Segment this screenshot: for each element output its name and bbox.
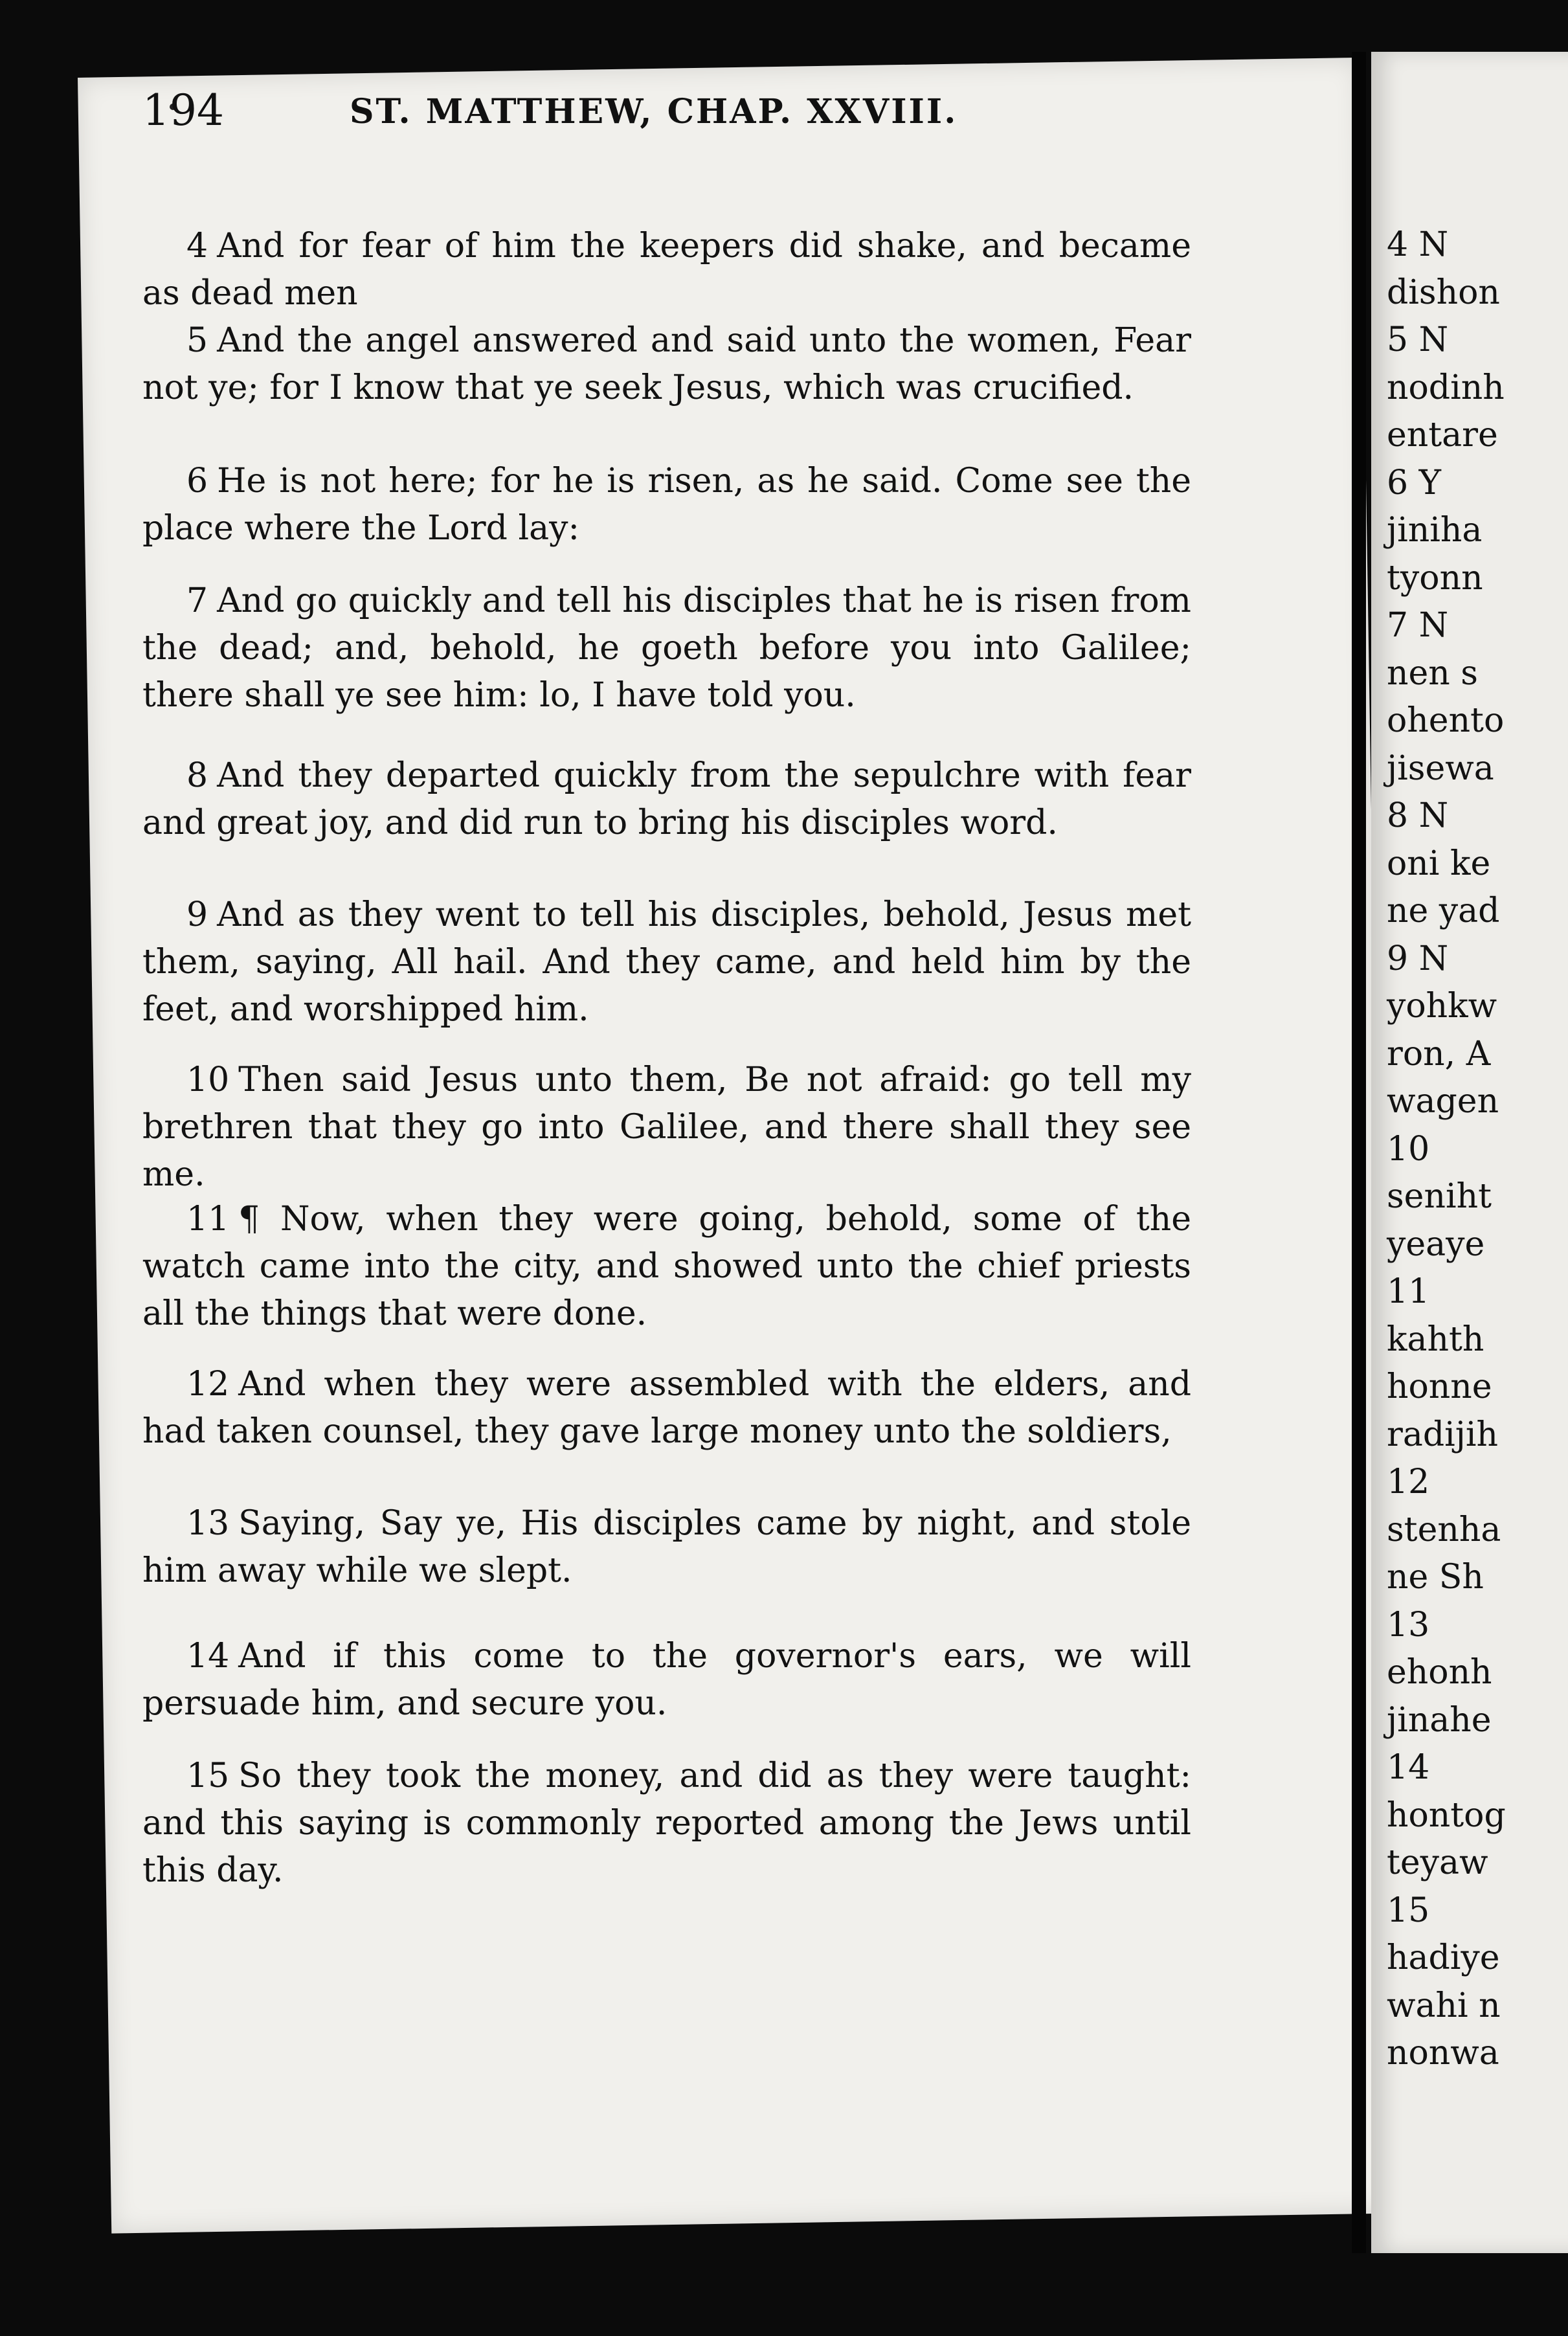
right-page-line: radijih <box>1387 1415 1499 1454</box>
right-page-line: 15 <box>1387 1891 1430 1930</box>
right-page-line: hadiye <box>1387 1938 1500 1977</box>
right-page-line: ehonh <box>1387 1653 1492 1692</box>
verse-4 <box>142 223 1191 317</box>
right-page-line: yohkw <box>1387 987 1497 1026</box>
right-page-line: nen s <box>1387 653 1478 693</box>
right-page-line: oni ke <box>1387 844 1491 883</box>
right-page-line: 14 <box>1387 1748 1430 1787</box>
right-page-line: dishon <box>1387 273 1500 312</box>
right-page-line: 5 N <box>1387 320 1449 359</box>
right-page-line: ne yad <box>1387 892 1500 930</box>
verse-text: And if this come to the governor's ears, we will persuade him, and secure you. <box>142 1637 1191 1723</box>
right-page-line: stenha <box>1387 1510 1501 1549</box>
verse-text: Saying, Say ye, His disciples came by night, and stole him away while we slept. <box>142 1504 1191 1590</box>
verse-text: And go quickly and tell his disciples that he is risen from the dead; and, behold, he goeth before you into Galilee; there shall ye see him: lo, I have told you. <box>142 581 1191 715</box>
right-page-line: 11 <box>1387 1272 1430 1311</box>
book-gutter <box>1352 52 1366 2253</box>
verse-15 <box>142 1753 1191 1894</box>
right-page-line: 7 N <box>1387 606 1449 645</box>
right-page-line: ohento <box>1387 701 1505 740</box>
right-page-line: ne Sh <box>1387 1558 1484 1597</box>
verse-number: 8 <box>186 756 208 795</box>
verse-7 <box>142 578 1191 719</box>
right-page-line: nonwa <box>1387 2034 1499 2072</box>
right-page-line: teyaw <box>1387 1843 1488 1882</box>
right-page-line: hontog <box>1387 1795 1506 1835</box>
verse-number: 9 <box>186 895 208 934</box>
right-page-line: 4 N <box>1387 225 1449 264</box>
right-page-line: jiniha <box>1387 511 1483 550</box>
verse-text: And as they went to tell his disciples, behold, Jesus met them, saying, All hail. And they came, and held him by the feet, and worshipped him. <box>142 895 1191 1029</box>
page-header <box>142 85 1230 144</box>
right-page-line: tyonn <box>1387 558 1483 598</box>
right-page-line: jinahe <box>1387 1700 1492 1740</box>
verse-text: And when they were assembled with the elders, and had taken counsel, they gave large money unto the soldiers, <box>142 1365 1191 1451</box>
verse-text: So they took the money, and did as they were taught: and this saying is commonly reported among the Jews until this day. <box>142 1757 1191 1890</box>
right-page-line: 9 N <box>1387 939 1449 978</box>
right-page-line: wahi n <box>1387 1986 1501 2025</box>
right-page-line: nodinh <box>1387 368 1505 407</box>
verse-text: And for fear of him the keepers did shake, and became as dead men <box>142 227 1191 313</box>
verse-9 <box>142 892 1191 1033</box>
verse-number: 13 <box>186 1504 230 1543</box>
page-number: 194 <box>142 85 224 135</box>
right-page-line: 8 N <box>1387 796 1449 835</box>
right-page-line: jisewa <box>1387 748 1494 788</box>
verse-number: 11 <box>186 1200 230 1239</box>
verse-11 <box>142 1196 1191 1338</box>
verse-number: 14 <box>186 1637 230 1676</box>
verse-12 <box>142 1361 1191 1455</box>
verse-6 <box>142 458 1191 552</box>
verse-text: He is not here; for he is risen, as he said. Come see the place where the Lord lay: <box>142 462 1191 548</box>
verse-14 <box>142 1633 1191 1727</box>
verse-text: And they departed quickly from the sepulchre with fear and great joy, and did run to bring his disciples word. <box>142 756 1191 842</box>
right-page-line: kahth <box>1387 1320 1484 1359</box>
verse-8 <box>142 752 1191 847</box>
verse-number: 7 <box>186 581 208 620</box>
verse-13 <box>142 1500 1191 1595</box>
verse-number: 6 <box>186 462 208 500</box>
verse-5 <box>142 317 1191 412</box>
right-page-line: 6 Y <box>1387 463 1441 502</box>
verse-number: 4 <box>186 227 208 265</box>
right-page-line: honne <box>1387 1367 1492 1406</box>
verse-text: And the angel answered and said unto the women, Fear not ye; for I know that ye seek Jesus, which was crucified. <box>142 321 1191 407</box>
right-page <box>1371 52 1568 2253</box>
verse-10 <box>142 1057 1191 1198</box>
right-page-line: ron, A <box>1387 1034 1491 1073</box>
verse-number: 10 <box>186 1061 230 1099</box>
verse-number: 12 <box>186 1365 230 1404</box>
right-page-line: 13 <box>1387 1605 1430 1645</box>
right-page-line: yeaye <box>1387 1224 1485 1264</box>
verse-number: 15 <box>186 1757 230 1795</box>
verse-text: ¶ Now, when they were going, behold, some of the watch came into the city, and showed unto the chief priests all the things that were done. <box>142 1200 1191 1333</box>
right-page-line: seniht <box>1387 1177 1492 1216</box>
running-head: ST. MATTHEW, CHAP. XXVIII. <box>350 92 958 131</box>
right-page-line: 10 <box>1387 1129 1430 1169</box>
right-page-line: entare <box>1387 416 1498 455</box>
verse-text: Then said Jesus unto them, Be not afraid: go tell my brethren that they go into Galilee, and there shall they see me. <box>142 1061 1191 1194</box>
right-page-line: 12 <box>1387 1463 1430 1501</box>
verse-number: 5 <box>186 321 208 360</box>
right-page-line: wagen <box>1387 1082 1499 1121</box>
